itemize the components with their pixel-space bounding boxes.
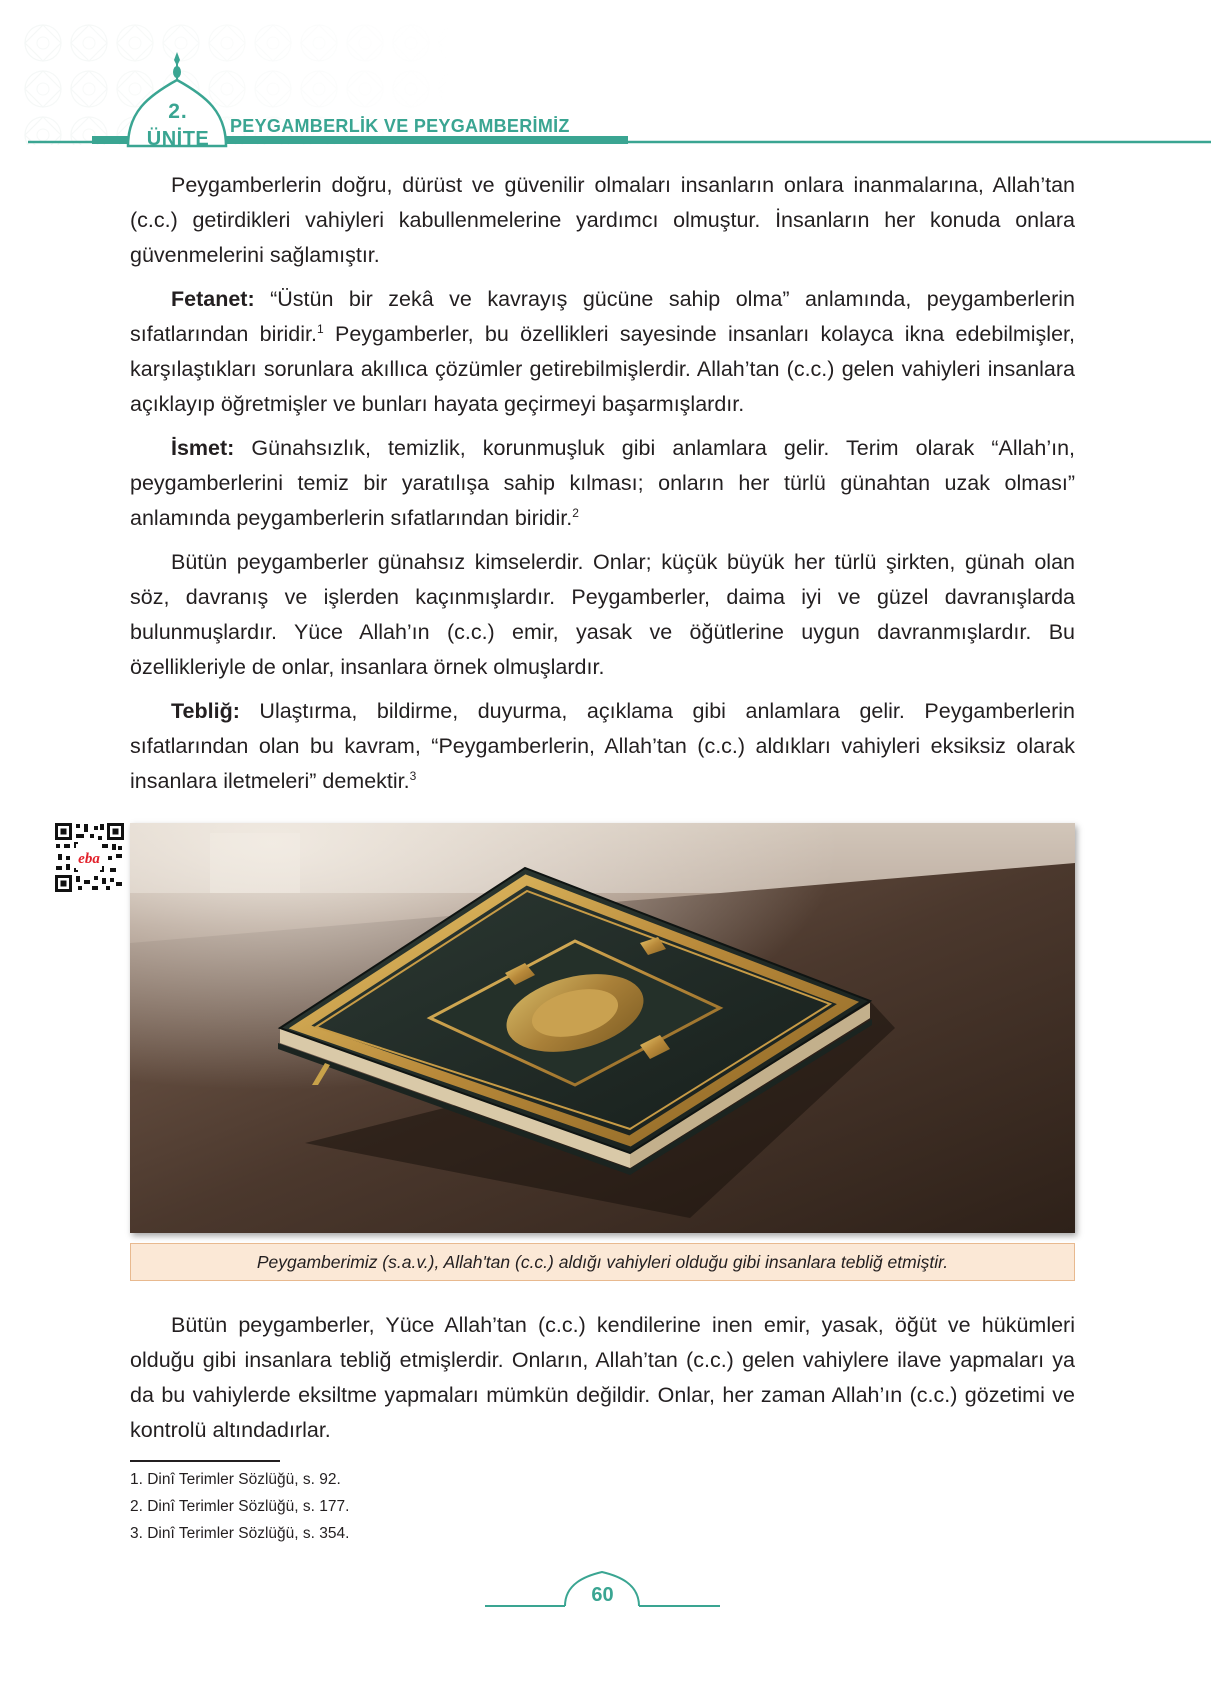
footnote-3: 3. Dinî Terimler Sözlüğü, s. 354. xyxy=(130,1525,350,1542)
paragraph-text: Peygamberler, bu özellikleri sayesinde insanları kolayca ikna edebilmişler, karşılaştıkları sorunlara akıllıca çözümler getirebilmişlerdir. Allah’tan (c.c.) gelen vahiyleri insanlara açıklayıp öğretmişler ve bunları hayata geçirmeyi başarmışlardır. xyxy=(130,322,1075,416)
term-fetanet: Fetanet: xyxy=(171,287,255,311)
paragraph-text: Bütün peygamberler, Yüce Allah’tan (c.c.) kendilerine inen emir, yasak, öğüt ve hükümleri olduğu gibi insanlara tebliğ etmişlerdir. Onların, Allah’tan (c.c.) gelen vahiylere ilave yapmaları ya da bu vahiylerde eksiltme yapmaları mümkün değildir. Onlar, her zaman Allah’ın (c.c.) gözetimi ve kontrolü altındadırlar. xyxy=(130,1313,1075,1442)
footnote-ref[interactable]: 2 xyxy=(572,505,579,520)
caption-text: Peygamberimiz (s.a.v.), Allah'tan (c.c.) aldığı vahiyleri olduğu gibi insanlara tebliğ etmiştir. xyxy=(256,1251,949,1272)
paragraph-conveyance xyxy=(130,1308,1075,1448)
paragraph-teblig xyxy=(130,694,1075,799)
paragraph-text: Günahsızlık, temizlik, korunmuşluk gibi anlamlara gelir. Terim olarak “Allah’ın, peygamberlerini temiz bir yaratılışa sahip kılması; onların her türlü günahtan uzak olması” anlamında peygamberlerin sıfatlarından biridir. xyxy=(130,436,1075,530)
paragraph-trust xyxy=(130,168,1075,273)
footnotes xyxy=(130,1466,730,1547)
page-number-badge xyxy=(485,1570,720,1610)
unit-label: ÜNİTE xyxy=(146,128,210,150)
footnote-2: 2. Dinî Terimler Sözlüğü, s. 177. xyxy=(130,1498,350,1515)
paragraph-fetanet xyxy=(130,282,1075,422)
footnote-ref[interactable]: 3 xyxy=(409,768,417,783)
qr-code-icon[interactable] xyxy=(54,822,125,893)
page-number: 60 xyxy=(591,1584,614,1606)
photo-caption xyxy=(130,1243,1075,1281)
footnote-1: 1. Dinî Terimler Sözlüğü, s. 92. xyxy=(130,1471,341,1488)
term-ismet: İsmet: xyxy=(171,436,235,460)
page-header xyxy=(0,0,1211,160)
paragraph-text: Peygamberlerin doğru, dürüst ve güvenilir olmaları insanların onlara inanmalarına, Allah’tan (c.c.) getirdikleri vahiyleri kabullenmelerine yardımcı olmuştur. İnsanların her konuda onlara güvenmelerini sağlamıştır. xyxy=(130,173,1075,267)
paragraph-text: “Üstün bir zekâ ve kavrayış gücüne sahip olma” anlamında, peygamberlerin sıfatlarından biridir. xyxy=(130,287,1075,346)
chapter-title: PEYGAMBERLİK VE PEYGAMBERİMİZ xyxy=(230,116,570,136)
term-teblig: Tebliğ: xyxy=(171,699,240,723)
quran-book-illustration xyxy=(130,823,1075,1233)
footnote-ref[interactable]: 1 xyxy=(316,321,324,336)
paragraph-sinless xyxy=(130,545,1075,685)
footnote-divider xyxy=(130,1460,280,1462)
body-text-bottom xyxy=(130,1308,1075,1457)
paragraph-text: Bütün peygamberler günahsız kimselerdir. Onlar; küçük büyük her türlü şirkten, günah olan söz, davranış ve işlerden kaçınmışlardır. Peygamberler, daima iyi ve güzel davranışlarda bulunmuşlardır. Yüce Allah’ın (c.c.) emir, yasak ve öğütlerine uygun davranmışlardır. Bu özellikleriyle de onlar, insanlara örnek olmuşlardır. xyxy=(130,550,1075,679)
qr-badge-text: eba xyxy=(78,851,100,867)
body-text xyxy=(130,168,1075,808)
paragraph-text: Ulaştırma, bildirme, duyurma, açıklama gibi anlamlara gelir. Peygamberlerin sıfatlarından olan bu kavram, “Peygamberlerin, Allah’tan (c.c.) aldıkları vahiyleri eksiksiz olarak insanlara iletmeleri” demektir. xyxy=(130,699,1075,793)
paragraph-ismet xyxy=(130,431,1075,536)
unit-number: 2. xyxy=(168,100,188,123)
book-photo xyxy=(130,823,1075,1233)
